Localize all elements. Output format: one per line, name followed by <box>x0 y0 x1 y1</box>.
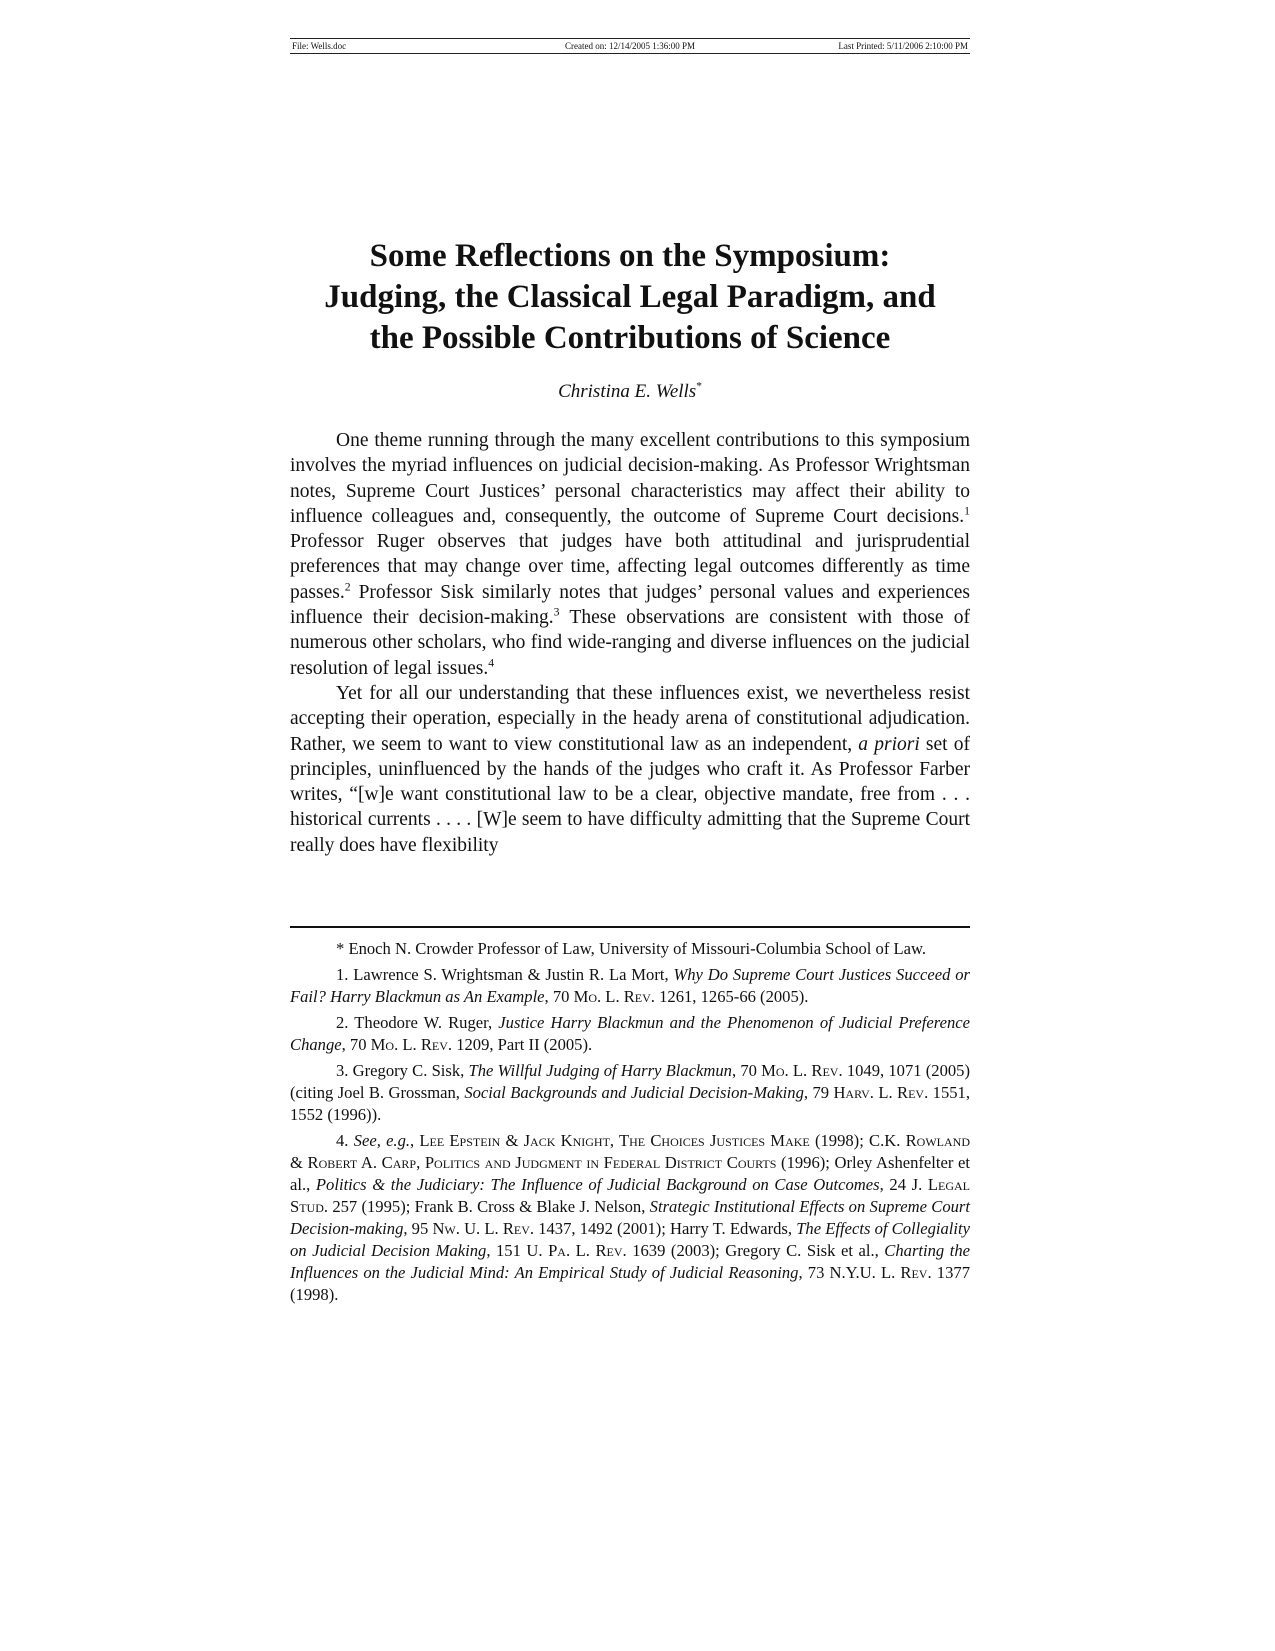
fn-journal: Mo. L. Rev. <box>370 1035 453 1054</box>
fn-journal: Mo. L. Rev. <box>573 987 655 1006</box>
body-text: set of principles, uninfluenced by the hands of the judges who craft it. As Professor Farber writes, “[w]e want constitutional law to be a clear, objective mandate, free from . . . historical currents . . . . [W]e seem to have difficulty admitting that the Supreme Court really does have flexibility <box>290 733 971 856</box>
body-text: These observations are consistent with those of numerous other scholars, who find wide-ranging and diverse influences on the judicial resolution of legal issues. <box>290 607 970 679</box>
footnote-ref-1: 1 <box>964 504 970 518</box>
fn-text: (1996); Orley Ashenfelter et al., <box>290 1153 970 1194</box>
header-last-printed: Last Printed: 5/11/2006 2:10:00 PM <box>838 41 968 51</box>
fn-text: 257 (1995); Frank B. Cross & Blake J. Nelson, <box>328 1197 650 1216</box>
fn-italic: Social Backgrounds and Judicial Decision-Making <box>464 1083 804 1102</box>
running-header <box>290 38 970 54</box>
fn-text: 1049, 1071 (2005) (citing Joel B. Grossman, <box>290 1061 970 1102</box>
fn-italic: Strategic Institutional Effects on Supreme Court Decision-making <box>290 1197 970 1238</box>
body-text: Professor Ruger observes that judges have both attitudinal and jurisprudential preferences that may change over time, affecting legal outcomes differently as time passes. <box>290 531 970 603</box>
fn-italic: The Effects of Collegiality on Judicial Decision Making <box>290 1219 970 1260</box>
fn-text: 1209, Part II (2005). <box>452 1035 593 1054</box>
fn-text: , 70 <box>341 1035 371 1054</box>
fn-text: , 95 <box>403 1219 433 1238</box>
fn-italic: The Willful Judging of Harry Blackmun <box>468 1061 732 1080</box>
fn-text: 4. <box>336 1131 354 1150</box>
footnote-separator <box>290 926 970 928</box>
fn-journal: Mo. L. Rev. <box>761 1061 843 1080</box>
body-text: Professor Sisk similarly notes that judges’ personal values and experiences influence their decision-making. <box>290 581 970 629</box>
footnote-ref-4: 4 <box>488 656 495 670</box>
footnote-2 <box>290 1012 970 1056</box>
footnote-ref-2: 2 <box>344 580 351 594</box>
fn-journal: Harv. L. Rev. <box>833 1083 929 1102</box>
fn-journal: N.Y.U. L. Rev. <box>829 1263 932 1282</box>
footnote-ref-3: 3 <box>553 605 560 619</box>
fn-text: , <box>410 1131 420 1150</box>
body-text: One theme running through the many excellent contributions to this symposium involves the myriad influences on judicial decision-making. As Professor Wrightsman notes, Supreme Court Justices’ personal characteristics may affect their ability to influence colleagues and, consequently, the outcome of Supreme Court decisions. <box>290 430 970 527</box>
fn-text: , 70 <box>731 1061 762 1080</box>
fn-italic: Politics & the Judiciary: The Influence of Judicial Background on Case Outcomes <box>315 1175 880 1194</box>
fn-text: 2. Theodore W. Ruger, <box>336 1013 499 1032</box>
body-text: Yet for all our understanding that these influences exist, we nevertheless resist accepting their operation, especially in the heady arena of constitutional adjudication. Rather, we seem to want to view constitutional law as an independent, <box>290 682 970 755</box>
footnote-1 <box>290 964 970 1008</box>
header-created-date: Created on: 12/14/2005 1:36:00 PM <box>565 41 695 51</box>
author-name: Christina E. Wells <box>558 381 697 402</box>
fn-journal: Nw. U. L. Rev. <box>432 1219 535 1238</box>
body-paragraph-2 <box>290 681 970 858</box>
fn-text: (1998); <box>809 1131 870 1150</box>
title-line-3: the Possible Contributions of Science <box>369 320 891 356</box>
fn-italic: Justice Harry Blackmun and the Phenomenon of Judicial Preference Change <box>290 1013 971 1054</box>
footnotes <box>290 938 970 1310</box>
fn-italic: See, e.g. <box>353 1131 411 1150</box>
fn-journal: J. Legal Stud. <box>290 1175 971 1216</box>
fn-text: , 79 <box>803 1083 834 1102</box>
fn-text: 1261, 1265-66 (2005). <box>654 987 809 1006</box>
body-paragraph-1 <box>290 428 970 681</box>
fn-book: C.K. Rowland & Robert A. Carp, Politics and Judgment in Federal District Courts <box>290 1131 970 1172</box>
fn-text: , 73 <box>798 1263 830 1282</box>
fn-journal: U. Pa. L. Rev. <box>526 1241 627 1260</box>
fn-text: , 24 <box>879 1175 912 1194</box>
header-file-name: File: Wells.doc <box>292 41 347 51</box>
italic-term: a priori <box>858 733 920 755</box>
article-title <box>290 236 970 359</box>
fn-text: 1639 (2003); Gregory C. Sisk et al., <box>626 1241 885 1260</box>
footnote-4 <box>290 1130 970 1306</box>
fn-text: 1377 (1998). <box>290 1263 970 1304</box>
title-line-2: Judging, the Classical Legal Paradigm, and <box>324 279 936 315</box>
article-body <box>290 428 970 858</box>
fn-text: 3. Gregory C. Sisk, <box>336 1061 469 1080</box>
fn-italic: Why Do Supreme Court Justices Succeed or Fail? Harry Blackmun as An Example <box>290 965 970 1006</box>
footnote-3 <box>290 1060 970 1126</box>
fn-italic: Charting the Influences on the Judicial Mind: An Empirical Study of Judicial Reasoning <box>290 1241 971 1282</box>
fn-text: 1. Lawrence S. Wrightsman & Justin R. La Mort, <box>336 965 674 984</box>
fn-text: , 151 <box>486 1241 527 1260</box>
author-footnote-mark: * <box>696 380 702 393</box>
fn-book: Lee Epstein & Jack Knight, The Choices Justices Make <box>419 1131 810 1150</box>
fn-text: 1551, 1552 (1996)). <box>290 1083 970 1124</box>
fn-text: 1437, 1492 (2001); Harry T. Edwards, <box>534 1219 797 1238</box>
author-byline <box>290 381 970 403</box>
fn-text: , 70 <box>544 987 574 1006</box>
title-line-1: Some Reflections on the Symposium: <box>369 238 891 274</box>
footnote-star: * Enoch N. Crowder Professor of Law, University of Missouri-Columbia School of Law. <box>336 939 927 958</box>
